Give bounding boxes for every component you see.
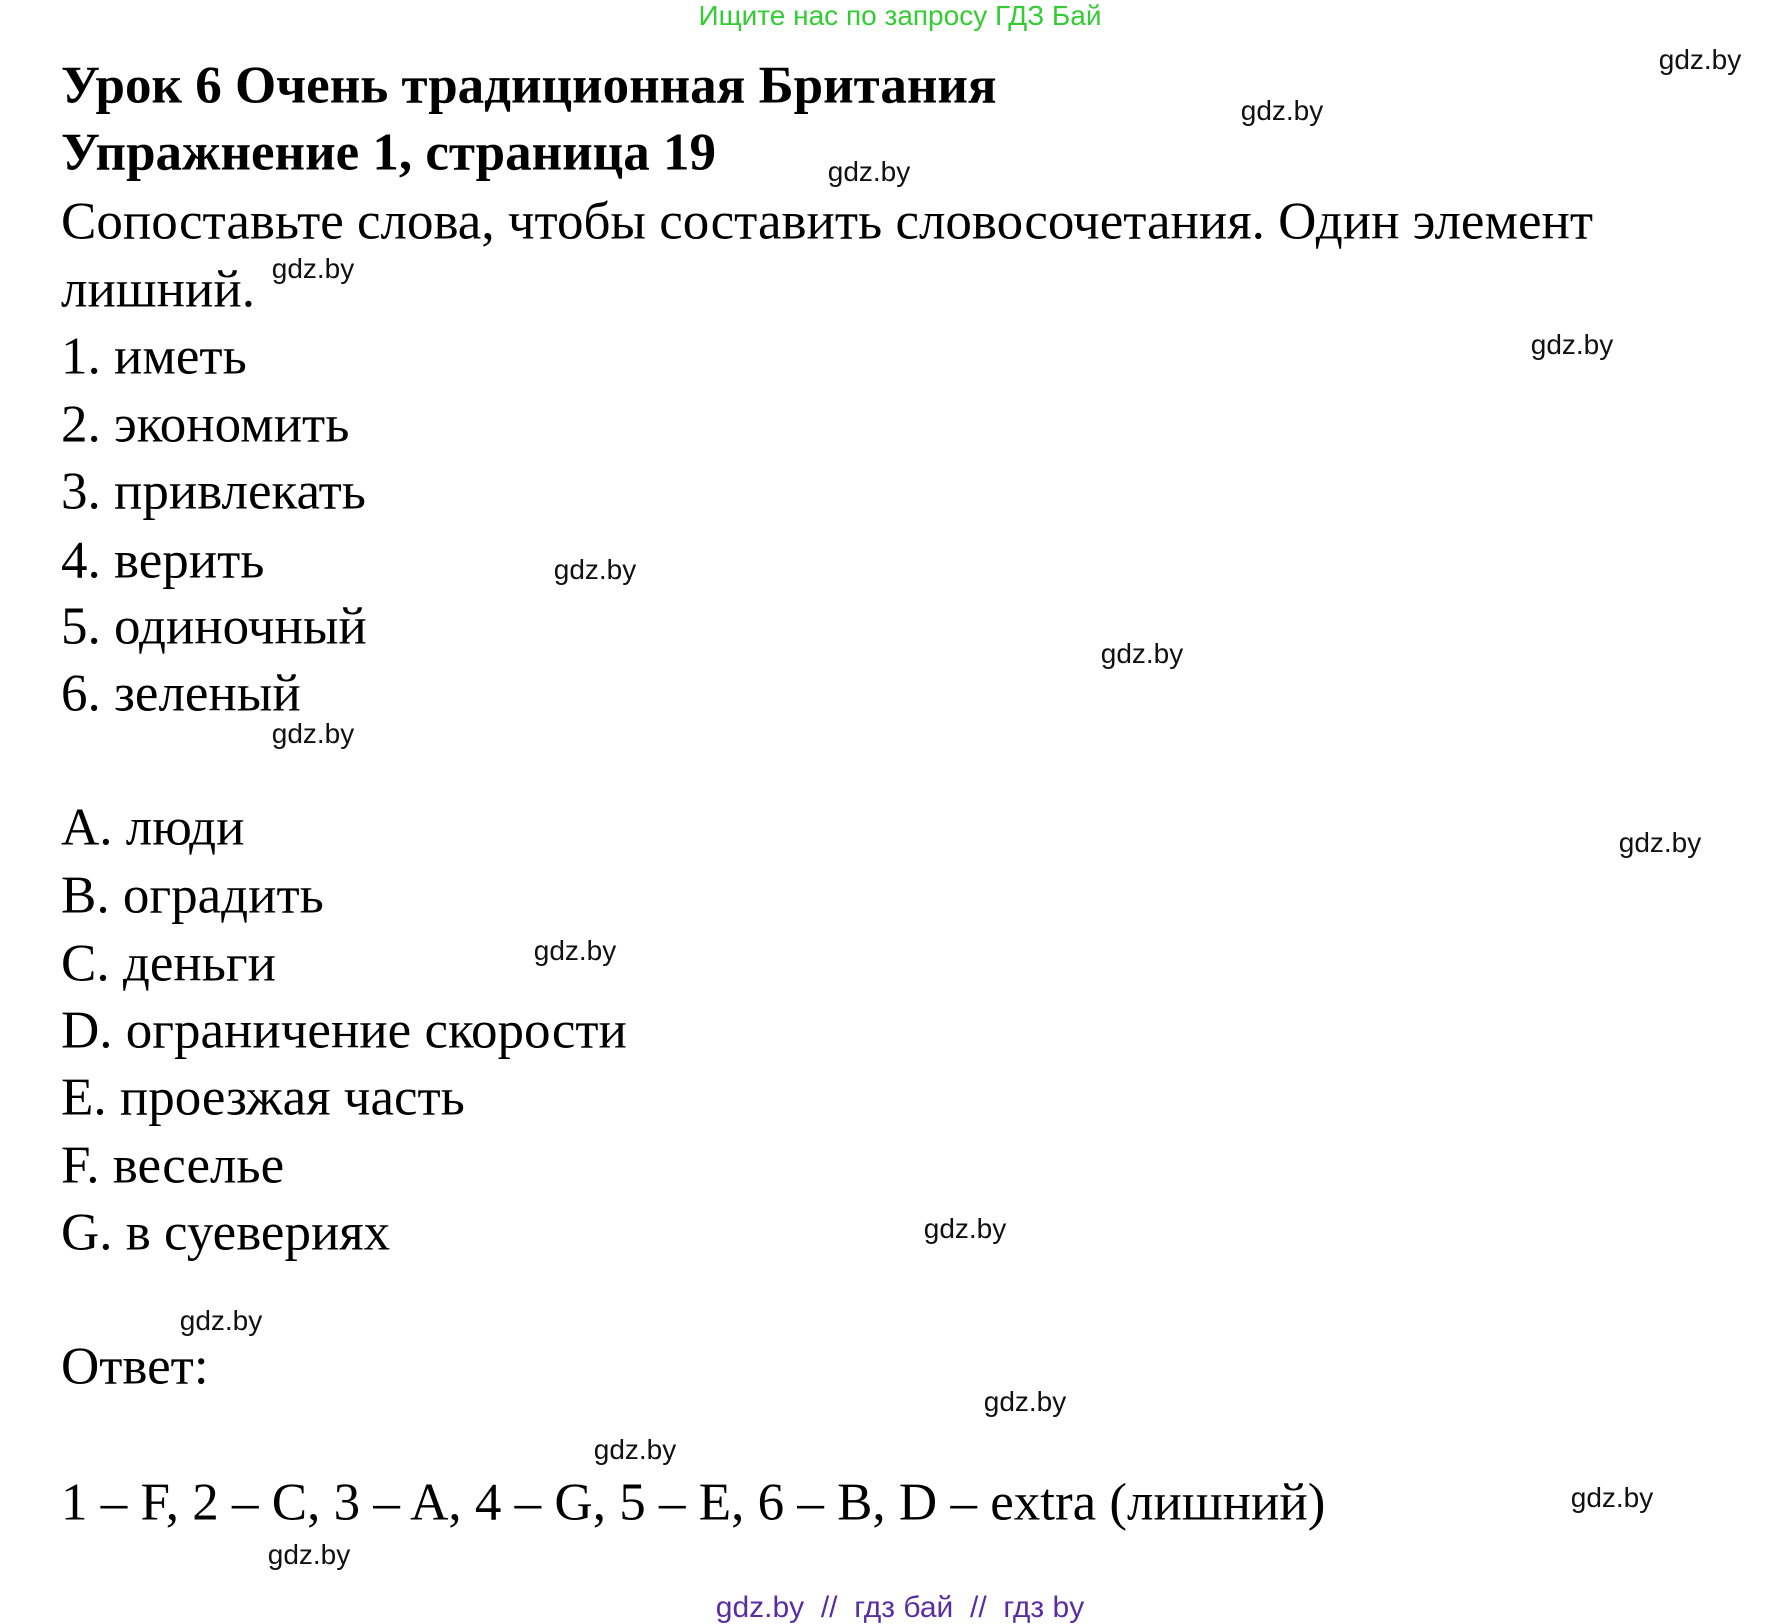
watermark: gdz.by <box>1240 95 1324 126</box>
promo-banner[interactable]: Ищите нас по запросу ГДЗ Бай <box>698 0 1102 31</box>
numbered-item: 2. экономить <box>61 395 350 454</box>
lettered-item: A. люди <box>61 798 245 857</box>
lettered-item: E. проезжая часть <box>61 1068 465 1127</box>
watermark: gdz.by <box>593 1434 677 1465</box>
watermark: gdz.by <box>179 1305 263 1336</box>
watermark: gdz.by <box>983 1386 1067 1417</box>
lettered-item: G. в суевериях <box>61 1203 391 1262</box>
watermark: gdz.by <box>1658 44 1742 75</box>
watermark: gdz.by <box>271 253 355 284</box>
watermark: gdz.by <box>827 156 911 187</box>
lettered-item: F. веселье <box>61 1136 285 1195</box>
lettered-item: C. деньги <box>61 934 276 993</box>
numbered-item: 5. одиночный <box>61 597 367 656</box>
numbered-item: 6. зеленый <box>61 664 301 723</box>
watermark: gdz.by <box>1530 329 1614 360</box>
numbered-item: 3. привлекать <box>61 462 366 521</box>
watermark: gdz.by <box>923 1213 1007 1244</box>
watermark: gdz.by <box>533 935 617 966</box>
lesson-title: Урок 6 Очень традиционная Британия <box>61 56 997 115</box>
watermark: gdz.by <box>1570 1482 1654 1513</box>
footer-links[interactable]: gdz.by // гдз бай // гдз by <box>715 1591 1085 1624</box>
watermark: gdz.by <box>267 1539 351 1570</box>
instruction-line-2: лишний. <box>61 260 255 319</box>
exercise-title: Упражнение 1, страница 19 <box>61 123 716 182</box>
lettered-item: D. ограничение скорости <box>61 1001 627 1060</box>
watermark: gdz.by <box>1618 827 1702 858</box>
watermark: gdz.by <box>271 718 355 749</box>
numbered-item: 4. верить <box>61 531 265 590</box>
watermark: gdz.by <box>553 554 637 585</box>
instruction-line-1: Сопоставьте слова, чтобы составить словосочетания. Один элемент <box>61 192 1594 251</box>
answer-text: 1 – F, 2 – C, 3 – A, 4 – G, 5 – E, 6 – B, D – extra (лишний) <box>61 1473 1326 1532</box>
answer-label: Ответ: <box>61 1337 209 1396</box>
watermark: gdz.by <box>1100 638 1184 669</box>
lettered-item: B. оградить <box>61 866 324 925</box>
numbered-item: 1. иметь <box>61 327 247 386</box>
